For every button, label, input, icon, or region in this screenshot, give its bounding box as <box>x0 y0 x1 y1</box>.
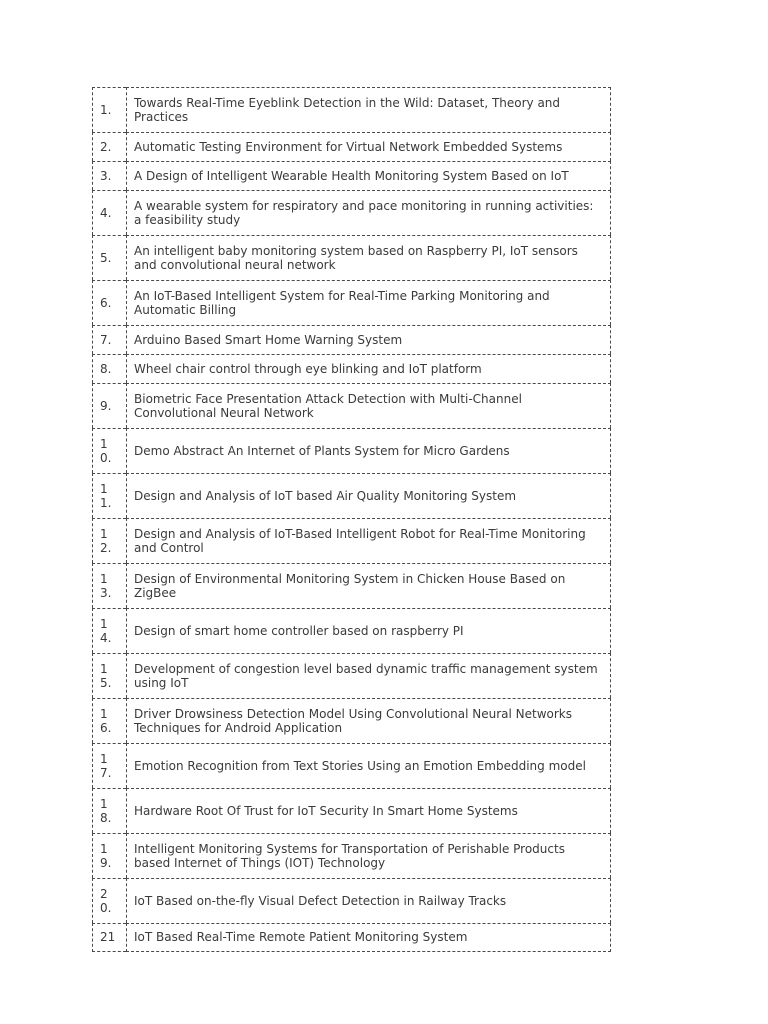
paper-title: Demo Abstract An Internet of Plants System for Micro Gardens <box>126 428 611 473</box>
row-number: 10. <box>92 428 126 473</box>
row-number: 19. <box>92 833 126 878</box>
row-number: 18. <box>92 788 126 833</box>
table-row <box>92 280 611 325</box>
row-number: 2. <box>92 132 126 161</box>
paper-title: Hardware Root Of Trust for IoT Security In Smart Home Systems <box>126 788 611 833</box>
paper-title: Wheel chair control through eye blinking and IoT platform <box>126 354 611 383</box>
row-number: 15. <box>92 653 126 698</box>
table-row <box>92 428 611 473</box>
table-row <box>92 563 611 608</box>
row-number: 1. <box>92 87 126 132</box>
row-number: 5. <box>92 235 126 280</box>
table-row <box>92 473 611 518</box>
paper-title: A Design of Intelligent Wearable Health Monitoring System Based on IoT <box>126 161 611 190</box>
paper-list-table <box>92 87 611 952</box>
row-number: 9. <box>92 383 126 428</box>
table-row <box>92 87 611 132</box>
paper-title: Emotion Recognition from Text Stories Using an Emotion Embedding model <box>126 743 611 788</box>
table-row <box>92 923 611 952</box>
paper-title: IoT Based Real-Time Remote Patient Monitoring System <box>126 923 611 952</box>
table-row <box>92 518 611 563</box>
table-row <box>92 354 611 383</box>
table-row <box>92 878 611 923</box>
table-row <box>92 325 611 354</box>
table-row <box>92 833 611 878</box>
paper-title: A wearable system for respiratory and pace monitoring in running activities: a feasibility study <box>126 190 611 235</box>
row-number: 4. <box>92 190 126 235</box>
paper-title: Design of smart home controller based on raspberry PI <box>126 608 611 653</box>
paper-title: Design and Analysis of IoT-Based Intelligent Robot for Real-Time Monitoring and Control <box>126 518 611 563</box>
table-row <box>92 190 611 235</box>
paper-list-body <box>92 87 611 952</box>
paper-title: An IoT-Based Intelligent System for Real-Time Parking Monitoring and Automatic Billing <box>126 280 611 325</box>
row-number: 13. <box>92 563 126 608</box>
paper-title: Automatic Testing Environment for Virtual Network Embedded Systems <box>126 132 611 161</box>
row-number: 14. <box>92 608 126 653</box>
table-row <box>92 132 611 161</box>
table-row <box>92 608 611 653</box>
row-number: 3. <box>92 161 126 190</box>
row-number: 21 <box>92 923 126 952</box>
paper-title: IoT Based on-the-fly Visual Defect Detection in Railway Tracks <box>126 878 611 923</box>
row-number: 11. <box>92 473 126 518</box>
paper-title: Intelligent Monitoring Systems for Transportation of Perishable Products based Internet of Things (IOT) Technology <box>126 833 611 878</box>
row-number: 7. <box>92 325 126 354</box>
paper-title: Biometric Face Presentation Attack Detection with Multi-Channel Convolutional Neural Network <box>126 383 611 428</box>
row-number: 8. <box>92 354 126 383</box>
paper-title: Development of congestion level based dynamic traffic management system using IoT <box>126 653 611 698</box>
paper-title: Driver Drowsiness Detection Model Using Convolutional Neural Networks Techniques for Android Application <box>126 698 611 743</box>
table-row <box>92 161 611 190</box>
row-number: 6. <box>92 280 126 325</box>
table-row <box>92 383 611 428</box>
row-number: 16. <box>92 698 126 743</box>
table-row <box>92 743 611 788</box>
row-number: 20. <box>92 878 126 923</box>
table-row <box>92 235 611 280</box>
row-number: 12. <box>92 518 126 563</box>
paper-title: Design and Analysis of IoT based Air Quality Monitoring System <box>126 473 611 518</box>
paper-title: Arduino Based Smart Home Warning System <box>126 325 611 354</box>
table-row <box>92 698 611 743</box>
table-row <box>92 653 611 698</box>
paper-title: Towards Real-Time Eyeblink Detection in the Wild: Dataset, Theory and Practices <box>126 87 611 132</box>
row-number: 17. <box>92 743 126 788</box>
table-row <box>92 788 611 833</box>
paper-title: An intelligent baby monitoring system based on Raspberry PI, IoT sensors and convolutional neural network <box>126 235 611 280</box>
paper-title: Design of Environmental Monitoring System in Chicken House Based on ZigBee <box>126 563 611 608</box>
